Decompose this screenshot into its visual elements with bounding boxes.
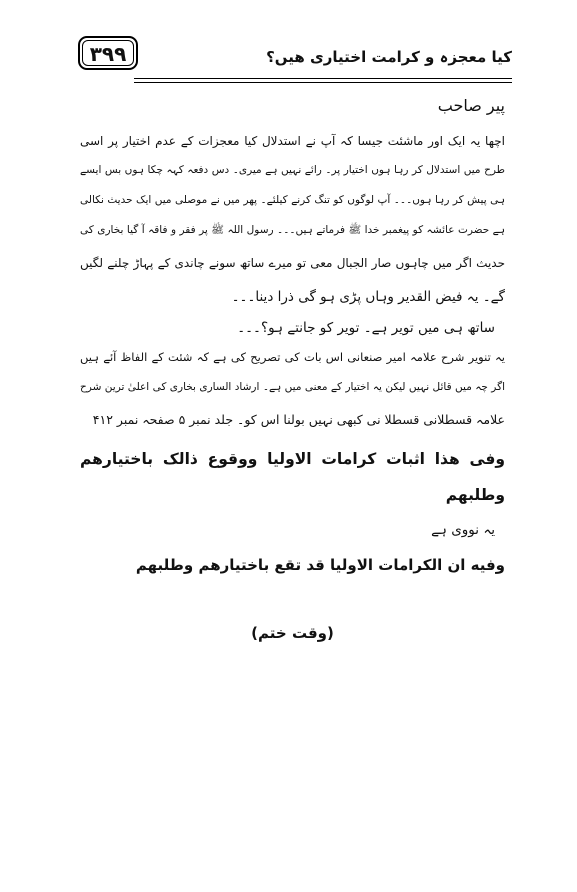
arabic-quote-cont: وطلبهم bbox=[445, 486, 505, 504]
closing-note: (وقت ختم) bbox=[251, 624, 334, 642]
body-line: ہی پیش کر رہا ہوں۔۔۔ آپ لوگوں کو تنگ کرنے کیلئے۔ پھر میں نے موصلی میں ایک حدیث نکالی bbox=[80, 194, 505, 206]
arabic-quote: وفیه ان الکرامات الاولیا قد تقع باختیارهم وطلبهم bbox=[135, 556, 505, 574]
body-line: طرح میں استدلال کر رہا ہوں اختیار پر۔ رائے نہیں ہے میری۔ دس دفعہ کہہ چکا ہوں بس ایسے bbox=[80, 164, 505, 176]
body-line: علامہ قسطلانی قسطلا نی کبھی نہیں بولنا اس کو۔ جلد نمبر ۵ صفحہ نمبر ۴۱۲ bbox=[92, 412, 505, 427]
arabic-quote: وفی هذا اثبات کرامات الاولیا ووقوع ذالک باختیارهم bbox=[80, 450, 505, 468]
body-line: یہ تنویر شرح علامہ امیر صنعانی اس بات کی تصریح کی ہے کہ شئت کے الفاظ آئے ہیں bbox=[80, 350, 505, 364]
body-line: حدیث اگر میں چاہوں صار الجبال معی تو میرے ساتھ سونے چاندی کے پہاڑ چلنے لگیں bbox=[80, 256, 505, 270]
body-line: اگر چہ میں قائل نہیں لیکن یہ اختیار کے معنی میں ہے۔ ارشاد الساری بخاری کی اعلیٰ ترین شرح bbox=[80, 381, 505, 393]
page-body bbox=[80, 0, 505, 892]
running-title: کیا معجزہ و کرامت اختیاری ھیں؟ bbox=[266, 48, 512, 66]
body-line: ساتھ ہی میں تویر ہے۔ تویر کو جانتے ہو؟۔۔۔ bbox=[237, 320, 495, 336]
body-line: گے۔ یہ فیض القدیر وہاں پڑی ہو گی ذرا دینا۔۔۔ bbox=[231, 289, 505, 305]
nawawi-note: یہ نووی ہے bbox=[431, 522, 495, 538]
body-line: ہے حضرت عائشہ کو پیغمبر خدا ﷺ فرماتے ہیں۔۔۔ رسول اللہ ﷺ پر فقر و فاقہ آ گیا بخاری کی bbox=[80, 224, 505, 236]
body-line: اچھا یہ ایک اور ماشئت جیسا کہ آپ نے استدلال کیا معجزات کے عدم اختیار پر اسی bbox=[80, 134, 505, 148]
page-number: ۳۹۹ bbox=[89, 42, 127, 66]
section-heading: پیر صاحب bbox=[437, 96, 505, 115]
